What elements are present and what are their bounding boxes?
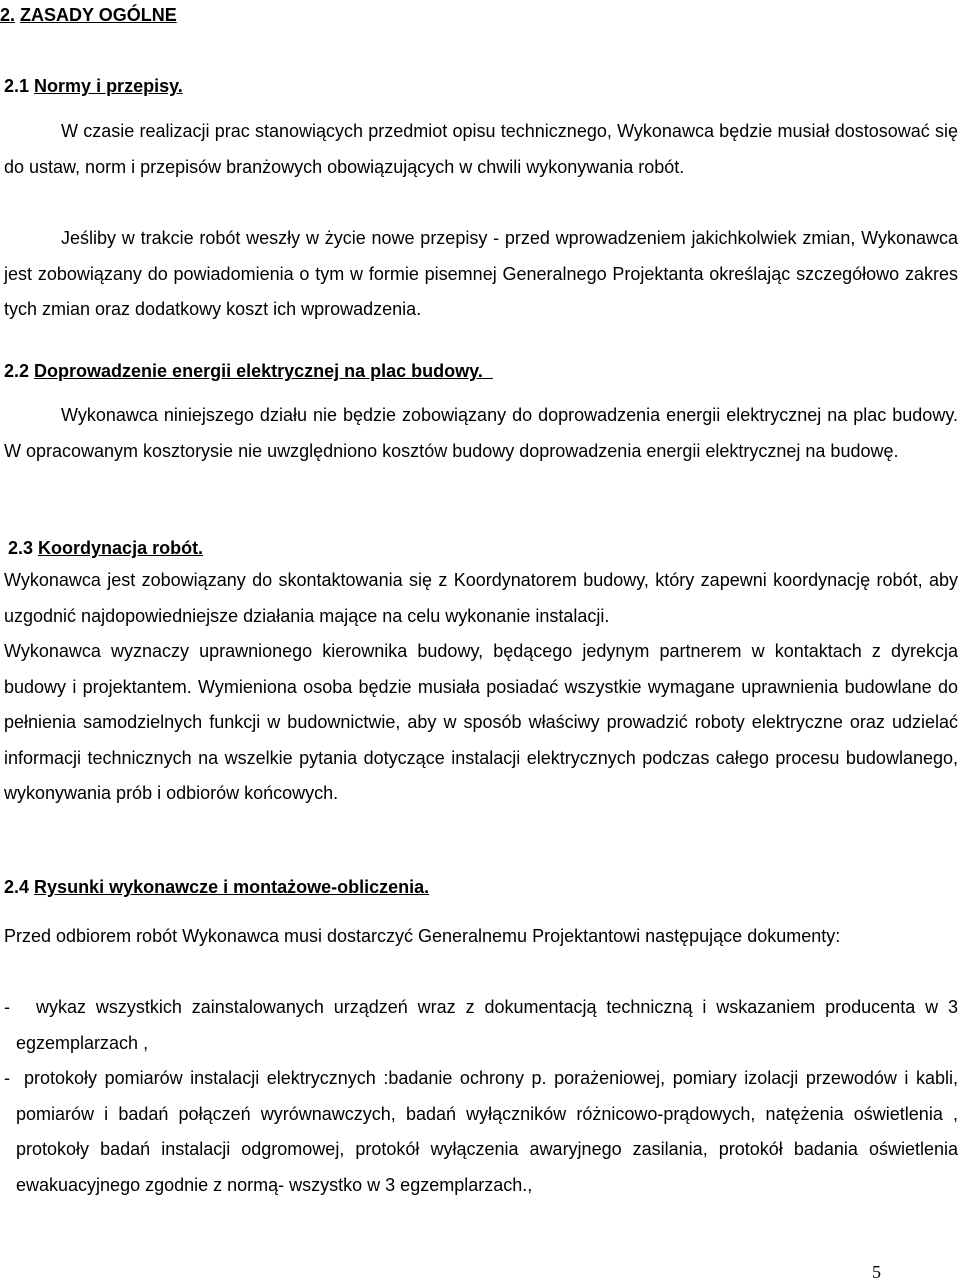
list-item-text: wykaz wszystkich zainstalowanych urządzeń wraz z dokumentacją techniczną i wskazaniem producenta w 3 egzemplarzach , [16,997,958,1053]
paragraph: Jeśliby w trakcie robót weszły w życie nowe przepisy - przed wprowadzeniem jakichkolwiek zmian, Wykonawca jest zobowiązany do powiadomienia o tym w formie pisemnej Generalnego Projektanta określając szczegółowo zakres tych zmian oraz dodatkowy koszt ich wprowadzenia. [4,228,958,320]
section-title: Rysunki wykonawcze i montażowe-obliczenia. [34,877,430,897]
section-heading [4,876,429,898]
section-number: 2. [0,5,16,25]
page-number: 5 [872,1262,881,1282]
paragraph: Wykonawca wyznaczy uprawnionego kierownika budowy, będącego jedynym partnerem w kontaktach z dyrekcja budowy i projektantem. Wymieniona osoba będzie musiała posiadać wszystkie wymagane uprawnienia budowlane do pełnienia samodzielnych funkcji w budownictwie, aby w sposób właściwy prowadzić roboty elektryczne oraz udzielać informacji technicznych na wszelkie pytania dotyczące instalacji elektrycznych podczas całego procesu budowlanego, wykonywania prób i odbiorów końcowych. [4,641,958,804]
section-number: 2.2 [4,361,30,381]
section-number: 2.1 [4,76,30,96]
section-title: Koordynacja robót. [38,538,204,558]
section-title: Normy i przepisy. [34,76,183,96]
paragraph: Wykonawca niniejszego działu nie będzie zobowiązany do doprowadzenia energii elektrycznej na plac budowy. W opracowanym kosztorysie nie uwzględniono kosztów budowy doprowadzenia energii elektrycznej na budowę. [4,405,958,461]
section-number: 2.3 [8,538,34,558]
list-marker: - [4,1068,10,1088]
paragraph: Przed odbiorem robót Wykonawca musi dostarczyć Generalnemu Projektantowi następujące dokumenty: [4,926,841,946]
paragraph: Wykonawca jest zobowiązany do skontaktowania się z Koordynatorem budowy, który zapewni koordynację robót, aby uzgodnić najdopowiedniejsze działania mające na celu wykonanie instalacji. [4,570,958,626]
paragraph: W czasie realizacji prac stanowiących przedmiot opisu technicznego, Wykonawca będzie musiał dostosować się do ustaw, norm i przepisów branżowych obowiązujących w chwili wykonywania robót. [4,121,958,177]
section-heading [4,75,183,97]
list-item-text: protokoły pomiarów instalacji elektrycznych :badanie ochrony p. porażeniowej, pomiary izolacji przewodów i kabli, pomiarów i badań połączeń wyrównawczych, badań wyłączników różnicowo-prądowych, natężenia oświetlenia , protokoły badań instalacji odgromowej, protokół wyłączenia awaryjnego zasilania, protokół badania oświetlenia ewakuacyjnego zgodnie z normą- wszystko w 3 egzemplarzach., [16,1068,958,1195]
section-title: Doprowadzenie energii elektrycznej na plac budowy. [34,361,483,381]
list-marker: - [4,997,10,1017]
section-heading [4,360,493,382]
section-title: ZASADY OGÓLNE [20,5,177,25]
section-heading [0,4,177,26]
section-heading [8,537,203,559]
section-number: 2.4 [4,877,30,897]
